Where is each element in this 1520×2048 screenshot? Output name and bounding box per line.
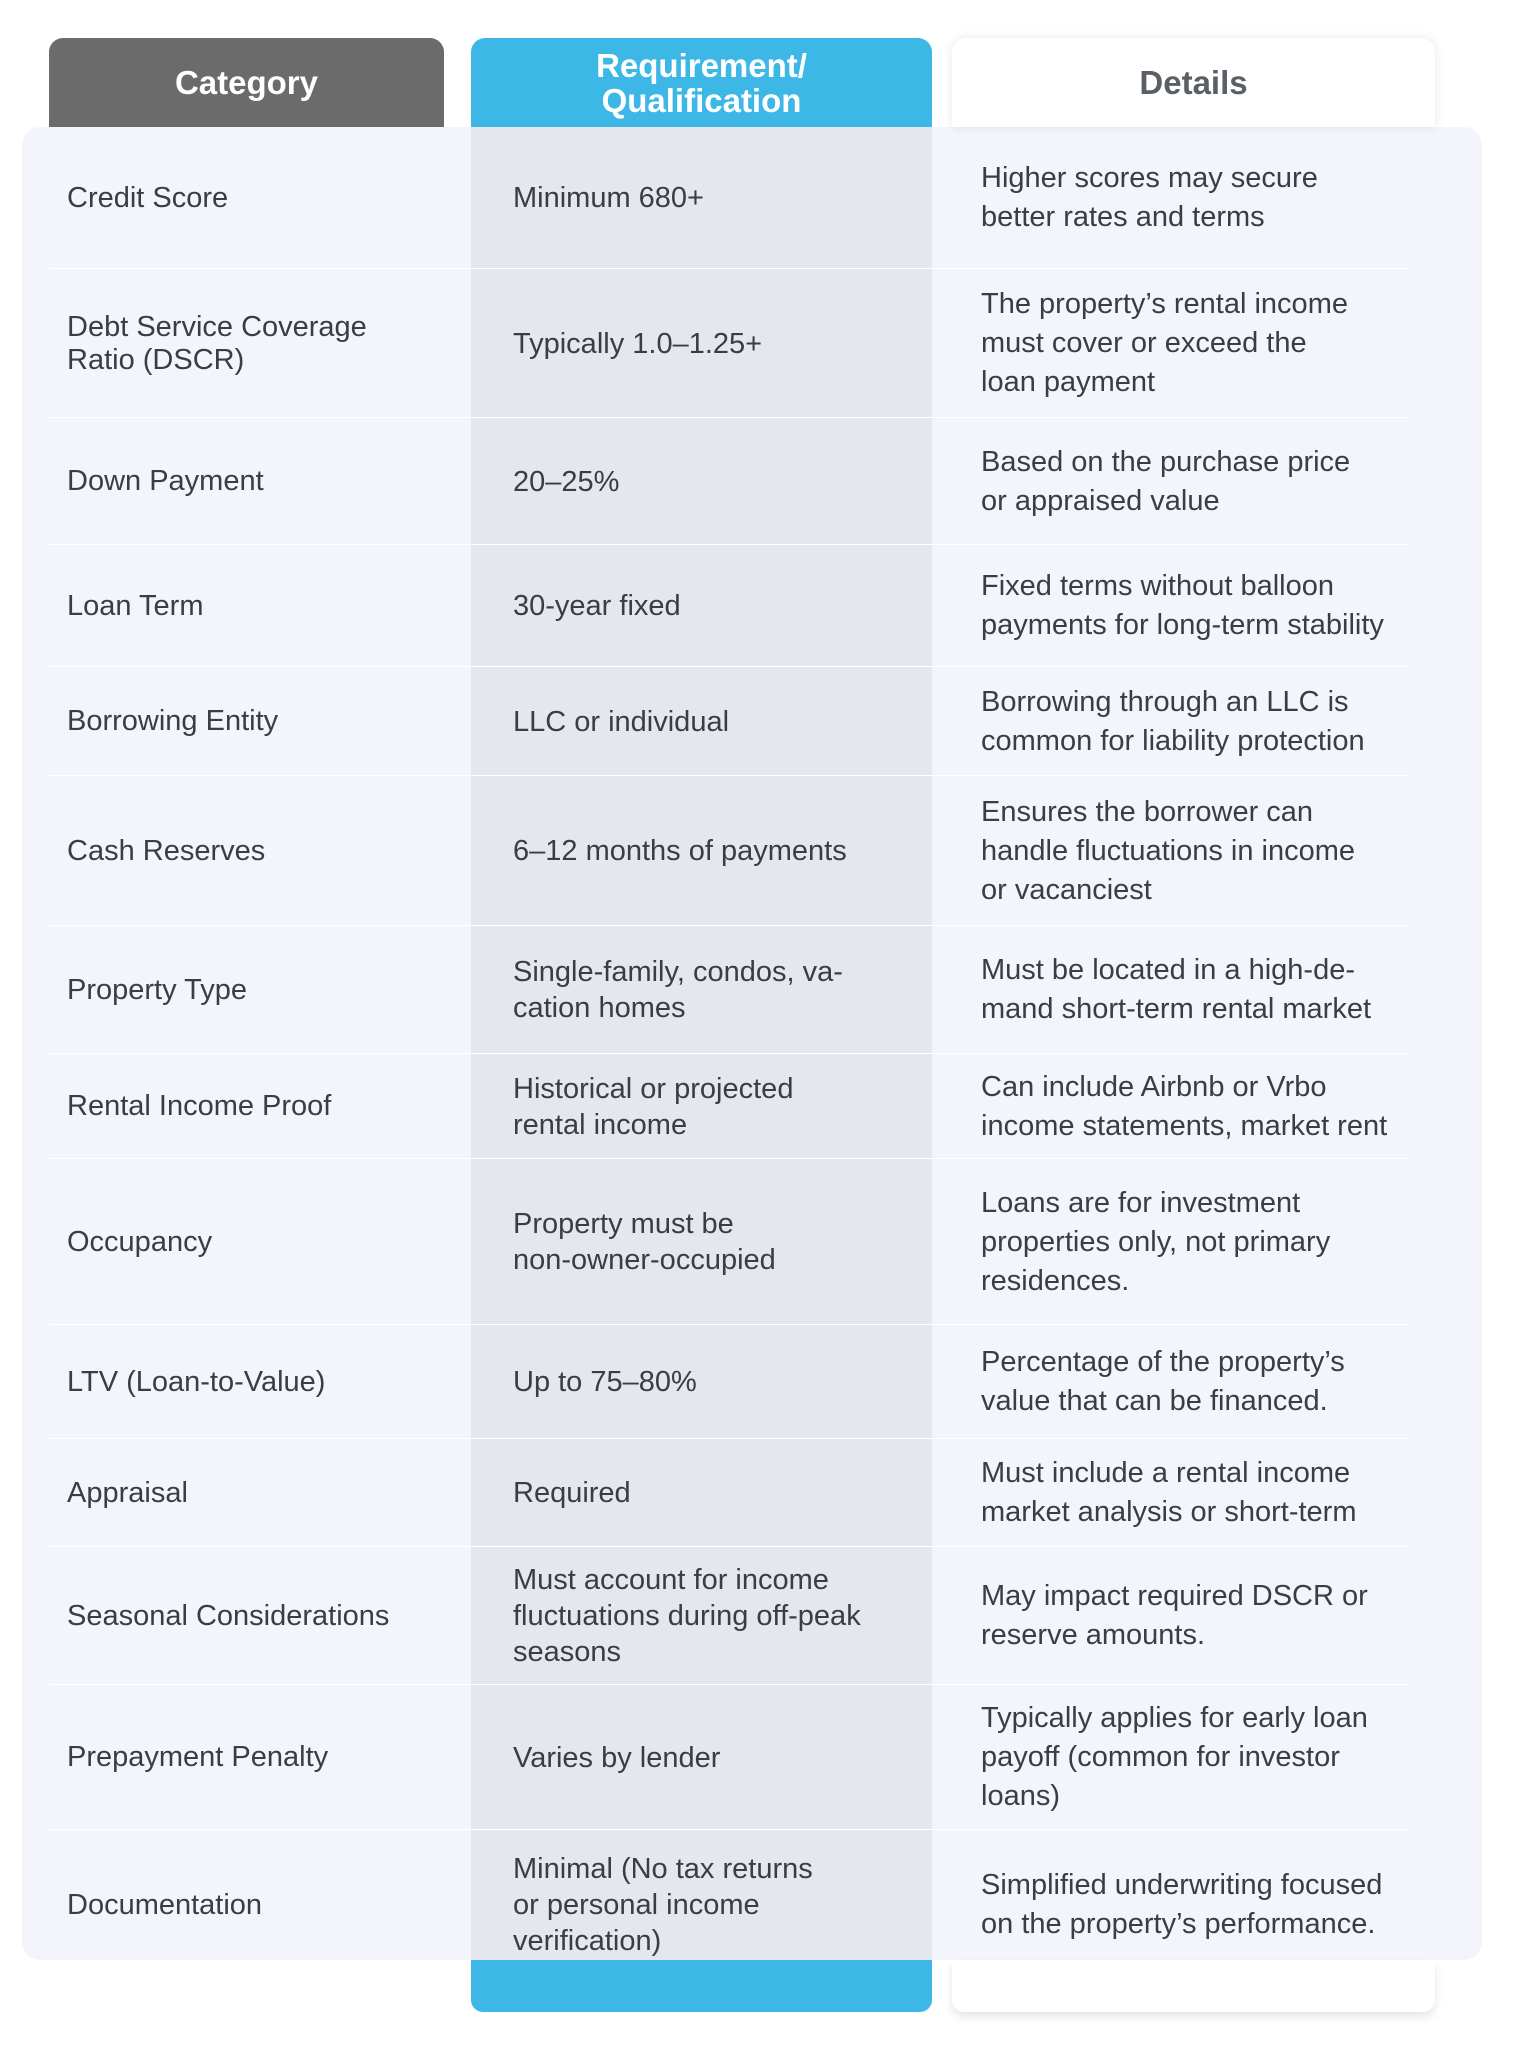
details-cell-text: The property’s rental income bbox=[981, 288, 1348, 320]
requirement-cell-text: seasons bbox=[513, 1636, 622, 1668]
requirement-cell-text: 6–12 months of payments bbox=[513, 835, 847, 867]
details-cell-text: payments for long-term stability bbox=[981, 609, 1384, 641]
requirement-cell bbox=[513, 418, 903, 545]
details-cell-text: Ensures the borrower can bbox=[981, 795, 1314, 828]
category-cell bbox=[67, 127, 427, 269]
details-cell-text: residences. bbox=[981, 1264, 1130, 1297]
requirement-cell bbox=[513, 1547, 903, 1685]
requirement-cell bbox=[513, 667, 903, 776]
details-cell-text: or vacanciest bbox=[981, 873, 1152, 906]
details-cell-text: Higher scores may secure bbox=[981, 162, 1318, 194]
category-cell-text: Loan Term bbox=[67, 589, 204, 622]
details-cell-text: reserve amounts. bbox=[981, 1619, 1206, 1651]
details-cell-text: May impact required DSCR or bbox=[981, 1580, 1368, 1612]
details-cell-text: value that can be financed. bbox=[981, 1385, 1328, 1417]
details-cell-text: Percentage of the property’s bbox=[981, 1346, 1345, 1378]
requirement-cell bbox=[513, 1054, 903, 1159]
category-cell bbox=[67, 1439, 427, 1547]
category-cell bbox=[67, 269, 427, 418]
table-row bbox=[0, 1439, 1520, 1547]
requirement-cell-text: fluctuations during off-peak bbox=[513, 1600, 861, 1632]
details-cell bbox=[981, 418, 1421, 545]
details-cell-text: market analysis or short-term bbox=[981, 1496, 1357, 1528]
category-cell-text: Occupancy bbox=[67, 1225, 213, 1258]
requirement-cell bbox=[513, 776, 903, 926]
category-cell-text: LTV (Loan-to-Value) bbox=[67, 1365, 326, 1398]
details-cell bbox=[981, 1439, 1421, 1547]
details-cell-text: Must include a rental income bbox=[981, 1457, 1351, 1489]
requirement-cell-text: Required bbox=[513, 1477, 631, 1509]
details-cell bbox=[981, 1159, 1421, 1325]
header-requirement bbox=[471, 38, 932, 127]
details-cell bbox=[981, 1054, 1421, 1159]
details-cell-text: common for liability protection bbox=[981, 724, 1365, 757]
requirement-cell-text: non-owner-occupied bbox=[513, 1244, 776, 1276]
details-cell-text: properties only, not primary bbox=[981, 1225, 1331, 1258]
category-cell-text: Borrowing Entity bbox=[67, 705, 279, 737]
requirement-cell bbox=[513, 1685, 903, 1830]
category-cell-text: Documentation bbox=[67, 1888, 263, 1921]
requirement-cell bbox=[513, 269, 903, 418]
details-cell bbox=[981, 1830, 1421, 1980]
details-cell-text: Borrowing through an LLC is bbox=[981, 685, 1349, 718]
header-requirement-label-line1: Requirement/ bbox=[596, 46, 807, 84]
header-requirement-label-line2: Qualification bbox=[601, 81, 802, 119]
requirement-cell-text: Historical or projected bbox=[513, 1072, 794, 1105]
requirement-cell-text: 30-year fixed bbox=[513, 590, 681, 622]
requirement-cell-text: verification) bbox=[513, 1925, 662, 1957]
details-cell-text: must cover or exceed the bbox=[981, 327, 1307, 359]
requirement-cell bbox=[513, 1439, 903, 1547]
details-cell bbox=[981, 1547, 1421, 1685]
table-row bbox=[0, 667, 1520, 776]
requirement-cell-text: 20–25% bbox=[513, 465, 620, 498]
table-row bbox=[0, 127, 1520, 269]
details-cell-text: better rates and terms bbox=[981, 201, 1265, 233]
details-cell-text: Based on the purchase price bbox=[981, 445, 1351, 478]
requirement-cell-text: cation homes bbox=[513, 992, 686, 1024]
details-cell bbox=[981, 269, 1421, 418]
header-category bbox=[49, 38, 444, 127]
requirement-cell bbox=[513, 1159, 903, 1325]
table-row bbox=[0, 1830, 1520, 1980]
details-cell bbox=[981, 926, 1421, 1054]
category-cell bbox=[67, 1054, 427, 1159]
header-details-label: Details bbox=[1139, 64, 1248, 101]
details-cell-text: mand short-term rental market bbox=[981, 993, 1372, 1025]
details-cell-text: Simplified underwriting focused bbox=[981, 1869, 1383, 1901]
requirement-cell-text: Minimum 680+ bbox=[513, 182, 704, 214]
details-cell bbox=[981, 1685, 1421, 1830]
requirement-cell-text: Varies by lender bbox=[513, 1741, 721, 1774]
details-cell-text: income statements, market rent bbox=[981, 1109, 1388, 1142]
details-cell bbox=[981, 545, 1421, 667]
requirement-cell bbox=[513, 1830, 903, 1980]
requirement-cell bbox=[513, 127, 903, 269]
details-cell bbox=[981, 667, 1421, 776]
details-cell-text: loans) bbox=[981, 1780, 1060, 1812]
table-row bbox=[0, 776, 1520, 926]
table-body bbox=[0, 127, 1520, 1980]
details-cell-text: or appraised value bbox=[981, 484, 1220, 517]
requirement-cell-text: LLC or individual bbox=[513, 705, 730, 738]
requirement-cell-text: Must account for income bbox=[513, 1564, 829, 1596]
table-row bbox=[0, 1685, 1520, 1830]
requirement-cell-text: Minimal (No tax returns bbox=[513, 1853, 813, 1885]
category-cell bbox=[67, 776, 427, 926]
category-cell-text: Appraisal bbox=[67, 1476, 188, 1509]
details-cell-text: on the property’s performance. bbox=[981, 1908, 1376, 1940]
details-cell bbox=[981, 1325, 1421, 1439]
category-cell bbox=[67, 1685, 427, 1830]
table-row bbox=[0, 1159, 1520, 1325]
category-cell bbox=[67, 926, 427, 1054]
category-cell-text: Debt Service Coverage bbox=[67, 310, 367, 343]
table-row bbox=[0, 418, 1520, 545]
details-cell-text: handle fluctuations in income bbox=[981, 834, 1356, 867]
category-cell-text: Down Payment bbox=[67, 465, 264, 497]
category-cell bbox=[67, 667, 427, 776]
category-cell bbox=[67, 545, 427, 667]
table-row bbox=[0, 1325, 1520, 1439]
category-cell-text: Seasonal Considerations bbox=[67, 1599, 390, 1632]
category-cell bbox=[67, 1830, 427, 1980]
category-cell bbox=[67, 418, 427, 545]
details-cell-text: loan payment bbox=[981, 366, 1156, 398]
requirement-cell bbox=[513, 545, 903, 667]
details-cell-text: payoff (common for investor bbox=[981, 1741, 1340, 1773]
category-cell bbox=[67, 1547, 427, 1685]
category-cell bbox=[67, 1159, 427, 1325]
requirement-cell-text: Single-family, condos, va- bbox=[513, 956, 843, 988]
category-cell-text: Cash Reserves bbox=[67, 834, 266, 867]
requirement-cell-text: rental income bbox=[513, 1108, 688, 1141]
category-cell-text: Property Type bbox=[67, 973, 248, 1006]
details-cell-text: Fixed terms without balloon bbox=[981, 570, 1334, 602]
requirement-cell bbox=[513, 1325, 903, 1439]
details-cell bbox=[981, 776, 1421, 926]
details-cell-text: Must be located in a high-de- bbox=[981, 954, 1355, 986]
table-row bbox=[0, 1054, 1520, 1159]
requirement-cell-text: Up to 75–80% bbox=[513, 1366, 697, 1398]
header-category-label: Category bbox=[174, 64, 319, 101]
requirement-cell bbox=[513, 926, 903, 1054]
category-cell-text: Prepayment Penalty bbox=[67, 1741, 329, 1773]
requirement-cell-text: or personal income bbox=[513, 1889, 760, 1921]
details-cell bbox=[981, 127, 1421, 269]
category-cell bbox=[67, 1325, 427, 1439]
header-details bbox=[952, 38, 1435, 127]
category-cell-text: Credit Score bbox=[67, 181, 229, 214]
table-row bbox=[0, 545, 1520, 667]
table-row bbox=[0, 926, 1520, 1054]
requirement-cell-text: Typically 1.0–1.25+ bbox=[513, 327, 763, 360]
category-cell-text: Ratio (DSCR) bbox=[67, 343, 245, 376]
details-cell-text: Loans are for investment bbox=[981, 1186, 1301, 1219]
category-cell-text: Rental Income Proof bbox=[67, 1090, 332, 1122]
details-cell-text: Typically applies for early loan bbox=[981, 1702, 1368, 1734]
table-row bbox=[0, 269, 1520, 418]
requirement-cell-text: Property must be bbox=[513, 1208, 734, 1240]
table-row bbox=[0, 1547, 1520, 1685]
details-cell-text: Can include Airbnb or Vrbo bbox=[981, 1070, 1327, 1103]
